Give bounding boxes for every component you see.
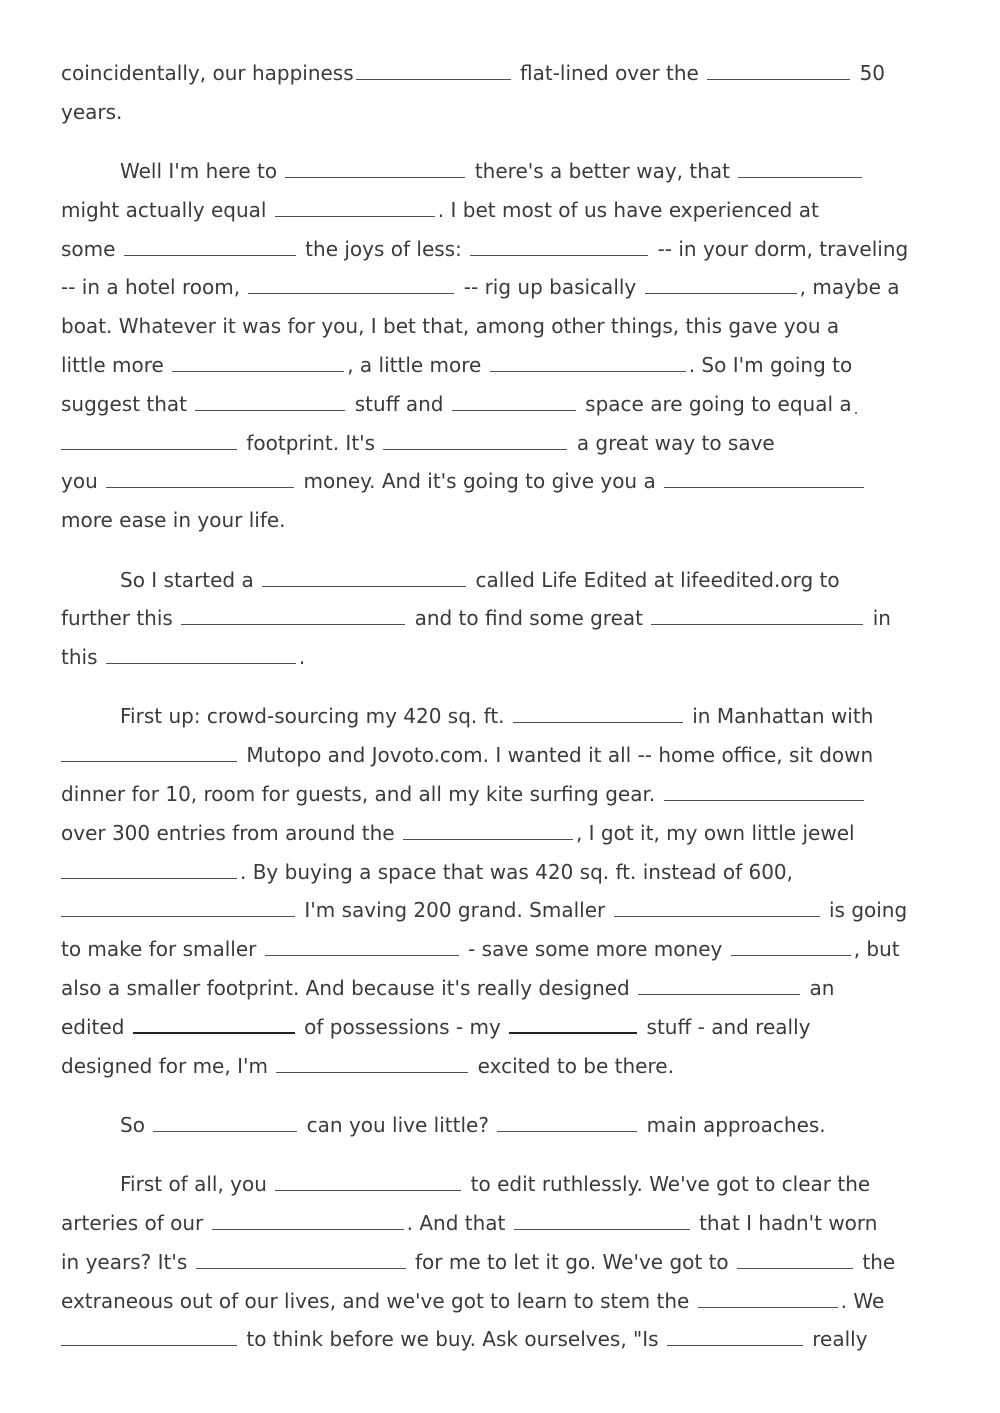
- text-segment: . We: [840, 1288, 885, 1313]
- text-line: [61, 1282, 940, 1321]
- text-segment: is going: [828, 898, 908, 923]
- blank-field[interactable]: [124, 239, 296, 256]
- blank-field[interactable]: [356, 63, 511, 80]
- blank-field[interactable]: [275, 1174, 461, 1191]
- text-segment: you: [61, 469, 98, 494]
- blank-field[interactable]: [614, 900, 820, 917]
- text-segment: suggest that: [61, 391, 188, 416]
- text-segment: little more: [61, 353, 164, 378]
- blank-field[interactable]: [106, 647, 296, 664]
- text-segment: 50: [859, 61, 886, 85]
- paragraph-1: [61, 54, 940, 132]
- text-segment: an: [809, 976, 835, 1001]
- text-segment: to make for smaller: [61, 937, 257, 962]
- text-line: [61, 268, 940, 307]
- blank-field[interactable]: [470, 239, 648, 256]
- text-line: [61, 697, 940, 736]
- blank-field[interactable]: [403, 823, 573, 840]
- text-segment: in Manhattan with: [692, 704, 874, 729]
- blank-field[interactable]: [133, 1016, 295, 1034]
- text-line: [61, 638, 940, 677]
- text-segment: over 300 entries from around the: [61, 820, 395, 845]
- text-segment: .: [298, 645, 306, 670]
- text-segment: First up: crowd-sourcing my 420 sq. ft.: [120, 704, 505, 729]
- text-line: [61, 424, 940, 463]
- blank-field[interactable]: [181, 608, 405, 625]
- text-segment: stuff - and really: [646, 1014, 811, 1039]
- text-segment: So I started a: [120, 567, 254, 592]
- text-line: [61, 891, 940, 930]
- text-line: [61, 152, 940, 191]
- text-segment: a great way to save: [576, 430, 775, 455]
- blank-field[interactable]: [248, 277, 454, 294]
- text-segment: edited: [61, 1014, 125, 1039]
- text-segment: for me to let it go. We've got to: [414, 1249, 729, 1274]
- blank-field[interactable]: [276, 1056, 468, 1073]
- text-segment: extraneous out of our lives, and we've got to learn to stem the: [61, 1288, 690, 1313]
- blank-field[interactable]: [664, 471, 864, 488]
- blank-field[interactable]: [61, 862, 237, 879]
- blank-field[interactable]: [638, 978, 800, 995]
- text-segment: more ease in your life.: [61, 508, 286, 533]
- text-segment: dinner for 10, room for guests, and all my kite surfing gear.: [61, 782, 656, 807]
- text-segment: flat-lined over the: [520, 61, 699, 85]
- blank-field[interactable]: [514, 1213, 690, 1230]
- blank-field[interactable]: [497, 1115, 637, 1132]
- text-segment: designed for me, I'm: [61, 1053, 268, 1078]
- text-line: [61, 969, 940, 1008]
- blank-field[interactable]: [196, 1252, 406, 1269]
- text-line: [61, 1106, 940, 1145]
- blank-field[interactable]: [262, 570, 466, 587]
- blank-field[interactable]: [195, 394, 345, 411]
- text-line: [61, 599, 940, 638]
- blank-field[interactable]: [667, 1329, 803, 1346]
- text-segment: might actually equal: [61, 197, 267, 222]
- text-segment: years.: [61, 99, 123, 124]
- text-segment: can you live little?: [306, 1112, 489, 1137]
- blank-field[interactable]: [172, 355, 344, 372]
- text-segment: some: [61, 236, 116, 261]
- blank-field[interactable]: [490, 355, 686, 372]
- stray-mark: [855, 412, 857, 414]
- blank-field[interactable]: [664, 784, 864, 801]
- text-segment: money. And it's going to give you a: [303, 469, 656, 494]
- paragraph-2: [61, 152, 940, 540]
- text-segment: -- in a hotel room,: [61, 275, 241, 300]
- text-segment: to think before we buy. Ask ourselves, "Is: [246, 1327, 659, 1352]
- text-segment: further this: [61, 606, 173, 631]
- text-segment: Well I'm here to: [120, 159, 278, 184]
- text-line: [61, 561, 940, 600]
- text-segment: the joys of less:: [305, 236, 462, 261]
- text-segment: to edit ruthlessly. We've got to clear the: [470, 1172, 871, 1197]
- blank-field[interactable]: [707, 63, 850, 80]
- text-segment: excited to be there.: [477, 1053, 674, 1078]
- blank-field[interactable]: [285, 161, 465, 178]
- text-segment: . By buying a space that was 420 sq. ft. instead of 600,: [240, 859, 794, 884]
- text-segment: arteries of our: [61, 1211, 204, 1236]
- text-line: [61, 501, 940, 540]
- text-segment: space are going to equal a: [585, 391, 852, 416]
- blank-field[interactable]: [513, 706, 683, 723]
- text-line: [61, 853, 940, 892]
- text-segment: also a smaller footprint. And because it's really designed: [61, 976, 630, 1001]
- blank-field[interactable]: [645, 277, 797, 294]
- text-line: [61, 230, 940, 269]
- blank-field[interactable]: [265, 939, 459, 956]
- text-segment: -- in your dorm, traveling: [657, 236, 909, 261]
- text-segment: called Life Edited at lifeedited.org to: [475, 567, 840, 592]
- blank-field[interactable]: [737, 1252, 853, 1269]
- blank-field[interactable]: [61, 745, 237, 762]
- paragraph-6: [61, 1165, 940, 1359]
- blank-field[interactable]: [61, 900, 295, 917]
- text-segment: , but: [853, 937, 900, 962]
- paragraph-4: [61, 697, 940, 1085]
- text-segment: . And that: [406, 1211, 506, 1236]
- text-segment: - save some more money: [468, 937, 723, 962]
- text-segment: . I bet most of us have experienced at: [437, 197, 819, 222]
- text-line: [61, 1320, 940, 1359]
- text-line: [61, 93, 940, 132]
- text-segment: , I got it, my own little jewel: [575, 820, 855, 845]
- blank-field[interactable]: [61, 433, 237, 450]
- text-segment: , maybe a: [799, 275, 900, 300]
- text-segment: boat. Whatever it was for you, I bet that, among other things, this gave you a: [61, 314, 840, 339]
- text-segment: First of all, you: [120, 1172, 267, 1197]
- text-segment: . So I'm going to: [688, 353, 853, 378]
- blank-field[interactable]: [738, 161, 862, 178]
- text-line: [61, 736, 940, 775]
- text-line: [61, 1008, 940, 1047]
- blank-field[interactable]: [651, 608, 863, 625]
- text-line: [61, 930, 940, 969]
- text-line: [61, 814, 940, 853]
- text-segment: the: [862, 1249, 896, 1274]
- text-segment: main approaches.: [646, 1112, 826, 1137]
- text-line: [61, 775, 940, 814]
- blank-field[interactable]: [731, 939, 851, 956]
- blank-field[interactable]: [212, 1213, 404, 1230]
- blank-field[interactable]: [452, 394, 576, 411]
- text-line: [61, 1243, 940, 1282]
- text-segment: , a little more: [347, 353, 482, 378]
- text-segment: there's a better way, that: [474, 159, 730, 184]
- text-segment: this: [61, 645, 98, 670]
- text-segment: Mutopo and Jovoto.com. I wanted it all -- home office, sit down: [246, 743, 874, 768]
- blank-field[interactable]: [61, 1329, 237, 1346]
- text-segment: that I hadn't worn: [699, 1211, 878, 1236]
- text-line: [61, 307, 940, 346]
- text-line: [61, 1047, 940, 1086]
- blank-field[interactable]: [106, 471, 294, 488]
- text-line: [61, 346, 940, 385]
- text-segment: and to find some great: [414, 606, 643, 631]
- text-line: [61, 54, 940, 93]
- text-segment: -- rig up basically: [463, 275, 637, 300]
- text-line: [61, 385, 940, 424]
- text-line: [61, 462, 940, 501]
- text-line: [61, 1165, 940, 1204]
- blank-field[interactable]: [383, 433, 567, 450]
- text-segment: stuff and: [354, 391, 444, 416]
- text-segment: in: [872, 606, 891, 631]
- blank-field[interactable]: [698, 1291, 838, 1308]
- blank-field[interactable]: [509, 1016, 637, 1034]
- text-segment: coincidentally, our happiness: [61, 61, 354, 85]
- text-line: [61, 1204, 940, 1243]
- text-segment: I'm saving 200 grand. Smaller: [304, 898, 606, 923]
- paragraph-3: [61, 561, 940, 677]
- text-segment: footprint. It's: [246, 430, 376, 455]
- text-segment: of possessions - my: [304, 1014, 501, 1039]
- blank-field[interactable]: [153, 1115, 297, 1132]
- paragraph-5: [61, 1106, 940, 1145]
- text-segment: So: [120, 1112, 145, 1137]
- text-segment: in years? It's: [61, 1249, 188, 1274]
- text-segment: really: [812, 1327, 868, 1352]
- text-line: [61, 191, 940, 230]
- blank-field[interactable]: [275, 200, 435, 217]
